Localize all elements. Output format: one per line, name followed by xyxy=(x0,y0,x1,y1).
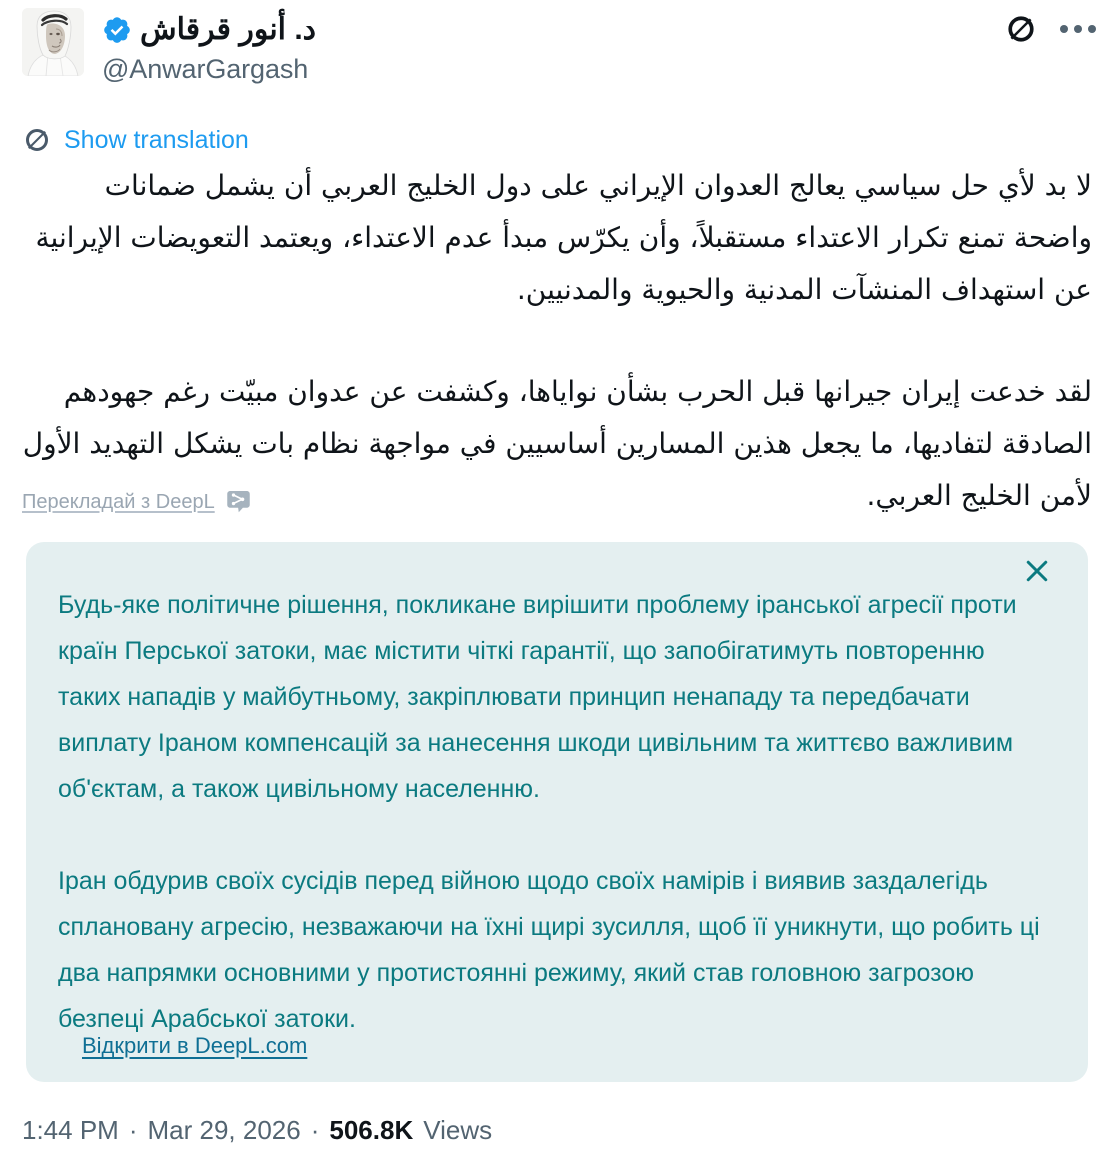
verified-badge-icon xyxy=(102,15,132,45)
tweet-header xyxy=(0,0,1114,100)
translation-paragraph-2: Іран обдурив своїх сусідів перед війною щодо своїх намірів і виявив заздалегідь сплановану агресію, незважаючи на їхні щирі зусилля, щоб її уникнути, що робить ці два напрямки основними у протистоянні режиму, який став головною загрозою безпеці Арабської затоки. xyxy=(58,867,1040,1033)
close-icon[interactable] xyxy=(1022,556,1052,586)
more-dot-1 xyxy=(1060,25,1068,33)
more-dot-2 xyxy=(1074,25,1082,33)
tweet-date: Mar 29, 2026 xyxy=(147,1115,301,1145)
grok-icon[interactable] xyxy=(1004,12,1038,46)
show-translation-link[interactable] xyxy=(22,122,249,158)
show-translation-label: Show translation xyxy=(64,126,249,154)
tweet-time: 1:44 PM xyxy=(22,1115,119,1145)
tweet-text-original xyxy=(22,160,1092,522)
footer-separator-2: · xyxy=(310,1115,320,1145)
views-label: Views xyxy=(423,1115,493,1145)
display-name-row xyxy=(102,10,1100,50)
deepl-attribution[interactable] xyxy=(22,487,255,517)
tweet-paragraph-1: لا بد لأي حل سياسي يعالج العدوان الإيراني على دول الخليج العربي أن يشمل ضمانات واضحة تمنع تكرار الاعتداء مستقبلاً، وأن يكرّس مبدأ عدم الاعتداء، ويعتمد التعويضات الإيرانية عن استهداف المنشآت المدنية والحيوية والمدنيين. xyxy=(35,169,1092,306)
more-dot-3 xyxy=(1088,25,1096,33)
deepl-logo-icon xyxy=(225,487,255,517)
translation-text xyxy=(58,582,1054,1042)
grok-icon xyxy=(22,125,52,155)
tweet-paragraph-2: لقد خدعت إيران جيرانها قبل الحرب بشأن نواياها، وكشفت عن عدوان مبيّت رغم جهودهم الصادقة لتفاديها، ما يجعل هذين المسارين أساسيين في مواجهة نظام بات يشكل التهديد الأول لأمن الخليج العربي. xyxy=(22,375,1092,512)
avatar[interactable] xyxy=(22,8,84,76)
footer-separator-1: · xyxy=(128,1115,138,1145)
more-options-icon[interactable] xyxy=(1060,12,1096,46)
translation-panel xyxy=(26,542,1088,1082)
deepl-attribution-label: Перекладай з DeepL xyxy=(22,491,215,513)
user-identity xyxy=(102,8,1100,87)
header-actions xyxy=(1004,12,1096,46)
display-name[interactable]: د. أنور قرقاش xyxy=(140,13,317,46)
user-handle[interactable]: @AnwarGargash xyxy=(102,54,309,84)
tweet-footer-meta xyxy=(22,1112,492,1148)
views-count: 506.8K xyxy=(329,1115,414,1145)
open-in-deepl-link[interactable]: Відкрити в DeepL.com xyxy=(82,1033,308,1058)
translation-paragraph-1: Будь-яке політичне рішення, покликане вирішити проблему іранської агресії проти країн Перської затоки, має містити чіткі гарантії, що запобігатимуть повторенню таких нападів у майбутньому, закріплювати принцип ненападу та передбачати виплату Іраном компенсацій за нанесення шкоди цивільним та життєво важливим об'єктам, а також цивільному населенню. xyxy=(58,591,1017,803)
